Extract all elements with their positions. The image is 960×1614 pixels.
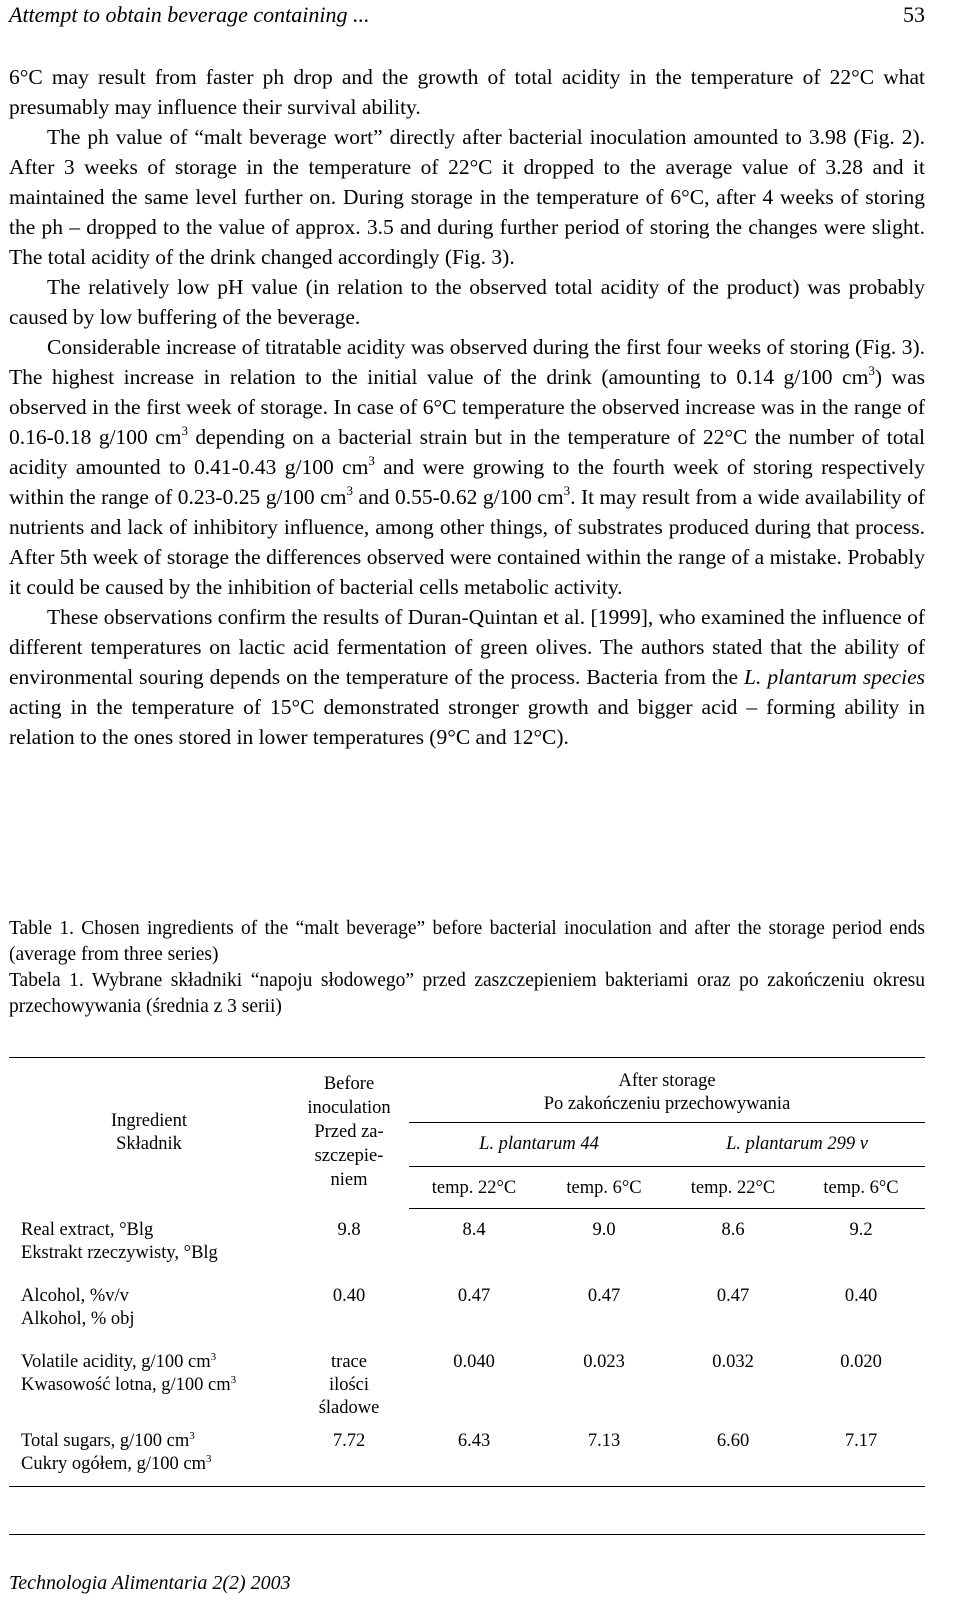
header-temp: temp. 22°C xyxy=(669,1167,797,1209)
cell-value: 0.023 xyxy=(583,1351,625,1372)
cell-before: 0.40 xyxy=(332,1285,366,1306)
row-name-pl: Alkohol, % obj xyxy=(21,1308,135,1329)
paragraph-4-text-4: and were growing to the fourth week of storing respectively within the range of 0.23-0.25 g/100 cm xyxy=(9,455,925,509)
paragraph-4 xyxy=(9,332,925,602)
superscript: 3 xyxy=(868,363,875,378)
paragraph-4-text-1: Considerable increase of titratable acidity was observed during the first four weeks of storing (Fig. 3). The highest increase in relation to the initial value of the drink (amounting to 0.14 g/100 cm xyxy=(9,335,925,389)
superscript: 3 xyxy=(181,423,188,438)
running-header xyxy=(9,0,925,32)
superscript: 3 xyxy=(563,483,571,498)
cell-value: 0.032 xyxy=(712,1351,754,1372)
cell-value: 9.0 xyxy=(592,1220,616,1240)
header-temp: temp. 6°C xyxy=(797,1167,925,1209)
cell-value: 7.17 xyxy=(797,1420,925,1487)
paragraph-4-text-6: . It may result from a wide availability of nutrients and lack of inhibitory influence, among other things, of substrates produced during that process. After 5th week of storage the differences observed were contained within the range of a mistake. Probably it could be caused by the inhibition of bacterial cells metabolic activity. xyxy=(9,485,925,599)
cell-value: 8.4 xyxy=(462,1220,486,1240)
cell-value: 7.13 xyxy=(539,1420,669,1487)
paragraph-5 xyxy=(9,602,925,752)
header-before-line: Przed za- xyxy=(314,1122,384,1142)
cell-value: 0.47 xyxy=(716,1285,750,1306)
row-name-pl: Kwasowość lotna, g/100 cm xyxy=(21,1374,231,1395)
cell-value: 0.47 xyxy=(587,1285,621,1306)
paragraph-2: The ph value of “malt beverage wort” directly after bacterial inoculation amounted to 3.98 (Fig. 2). After 3 weeks of storage in the temperature of 22°C it dropped to the average value of 3.28 and it maintained the same level further on. During storage in the temperature of 6°C, after 4 weeks of storing the ph – dropped to the value of approx. 3.5 and during further period of storing the changes were slight. The total acidity of the drink changed accordingly (Fig. 3). xyxy=(9,125,925,269)
cell-value: 8.6 xyxy=(721,1220,745,1240)
header-before-line: szczepie- xyxy=(314,1146,384,1166)
header-ingredient xyxy=(9,1058,289,1209)
superscript: 3 xyxy=(346,483,353,498)
paragraph-5-text-1: These observations confirm the results of Duran-Quintan et al. [1999], who examined the influence of different temperatures on lactic acid fermentation of green olives. The authors stated that the ability of environmental souring depends on the temperature of the process. Bacteria from the xyxy=(9,605,925,689)
cell-value: 0.020 xyxy=(840,1351,882,1372)
paragraph-4-text-5: and 0.55-0.62 g/100 cm xyxy=(352,485,564,509)
paragraph-5-text-2: acting in the temperature of 15°C demonstrated stronger growth and bigger acid – forming ability in relation to the ones stored in lower temperatures (9°C and 12°C). xyxy=(9,695,925,749)
cell-value: 9.2 xyxy=(849,1220,873,1240)
header-before-line: inoculation xyxy=(307,1098,391,1118)
paragraph-4-text-2: ) was observed in the first week of storage. In case of 6°C temperature the observed increase was in the range of 0.16-0.18 g/100 cm xyxy=(9,365,925,449)
table-row xyxy=(9,1420,925,1487)
cell-value: 6.43 xyxy=(409,1420,539,1487)
superscript: 3 xyxy=(205,1452,212,1465)
cell-before xyxy=(289,1341,409,1420)
body-text xyxy=(9,62,925,752)
superscript: 3 xyxy=(210,1350,217,1363)
cell-before: 7.72 xyxy=(289,1420,409,1487)
header-temp: temp. 6°C xyxy=(539,1167,669,1209)
header-after-en: After storage xyxy=(618,1071,716,1091)
header-before-inoculation xyxy=(289,1058,409,1209)
cell-before-line: ilości xyxy=(328,1374,370,1395)
header-after-pl: Po zakończeniu przechowywania xyxy=(543,1094,791,1114)
footer-rule xyxy=(9,1534,925,1535)
header-temp: temp. 22°C xyxy=(409,1167,539,1209)
table-row xyxy=(9,1341,925,1420)
header-ingredient-pl: Składnik xyxy=(116,1134,182,1155)
cell-value: 0.040 xyxy=(453,1351,495,1372)
superscript: 3 xyxy=(189,1429,195,1442)
row-name xyxy=(9,1275,289,1341)
superscript: 3 xyxy=(230,1373,237,1386)
table-caption xyxy=(9,916,925,1020)
row-name-en: Volatile acidity, g/100 cm xyxy=(21,1351,211,1372)
table-row xyxy=(9,1275,925,1341)
header-before-line: Before xyxy=(323,1074,375,1094)
header-after-storage xyxy=(409,1058,925,1123)
caption-english: Table 1. Chosen ingredients of the “malt beverage” before bacterial inoculation and after the storage period ends (average from three series) xyxy=(9,918,925,965)
page-number: 53 xyxy=(903,2,925,27)
running-title: Attempt to obtain beverage containing ... xyxy=(9,2,370,27)
row-name-en: Total sugars, g/100 cm xyxy=(21,1430,190,1451)
cell-before: 9.8 xyxy=(337,1219,361,1240)
species-name: L. plantarum species xyxy=(744,665,925,689)
paragraph-1: 6°C may result from faster ph drop and the growth of total acidity in the temperature of 22°C what presumably may influence their survival ability. xyxy=(9,65,925,119)
header-strain-44: L. plantarum 44 xyxy=(409,1123,669,1167)
header-strain-299v: L. plantarum 299 v xyxy=(669,1123,925,1167)
row-name xyxy=(9,1209,289,1275)
paragraph-4-text-3: depending on a bacterial strain but in the temperature of 22°C the number of total acidity amounted to 0.41-0.43 g/100 cm xyxy=(9,425,925,479)
row-name-en: Alcohol, %v/v xyxy=(21,1285,129,1306)
caption-polish: Tabela 1. Wybrane składniki “napoju słodowego” przed zaszczepieniem bakteriami oraz po zakończeniu okresu przechowywania (średnia z 3 serii) xyxy=(9,970,925,1017)
paragraph-3: The relatively low pH value (in relation to the observed total acidity of the product) was probably caused by low buffering of the beverage. xyxy=(9,275,925,329)
cell-before-line: śladowe xyxy=(318,1397,380,1418)
ingredients-table xyxy=(9,1057,925,1487)
row-name-pl: Cukry ogółem, g/100 cm xyxy=(21,1453,206,1474)
cell-before-line: trace xyxy=(331,1351,367,1372)
row-name-pl: Ekstrakt rzeczywisty, °Blg xyxy=(21,1242,218,1263)
cell-value: 0.47 xyxy=(457,1285,491,1306)
row-name-en: Real extract, °Blg xyxy=(21,1219,154,1240)
header-before-line: niem xyxy=(330,1170,368,1190)
table-row xyxy=(9,1209,925,1275)
cell-value: 6.60 xyxy=(669,1420,797,1487)
cell-value: 0.40 xyxy=(844,1285,878,1306)
journal-footer: Technologia Alimentaria 2(2) 2003 xyxy=(9,1572,291,1594)
row-name xyxy=(9,1341,289,1420)
superscript: 3 xyxy=(368,453,375,468)
row-name xyxy=(9,1420,289,1487)
header-ingredient-en: Ingredient xyxy=(110,1111,188,1132)
